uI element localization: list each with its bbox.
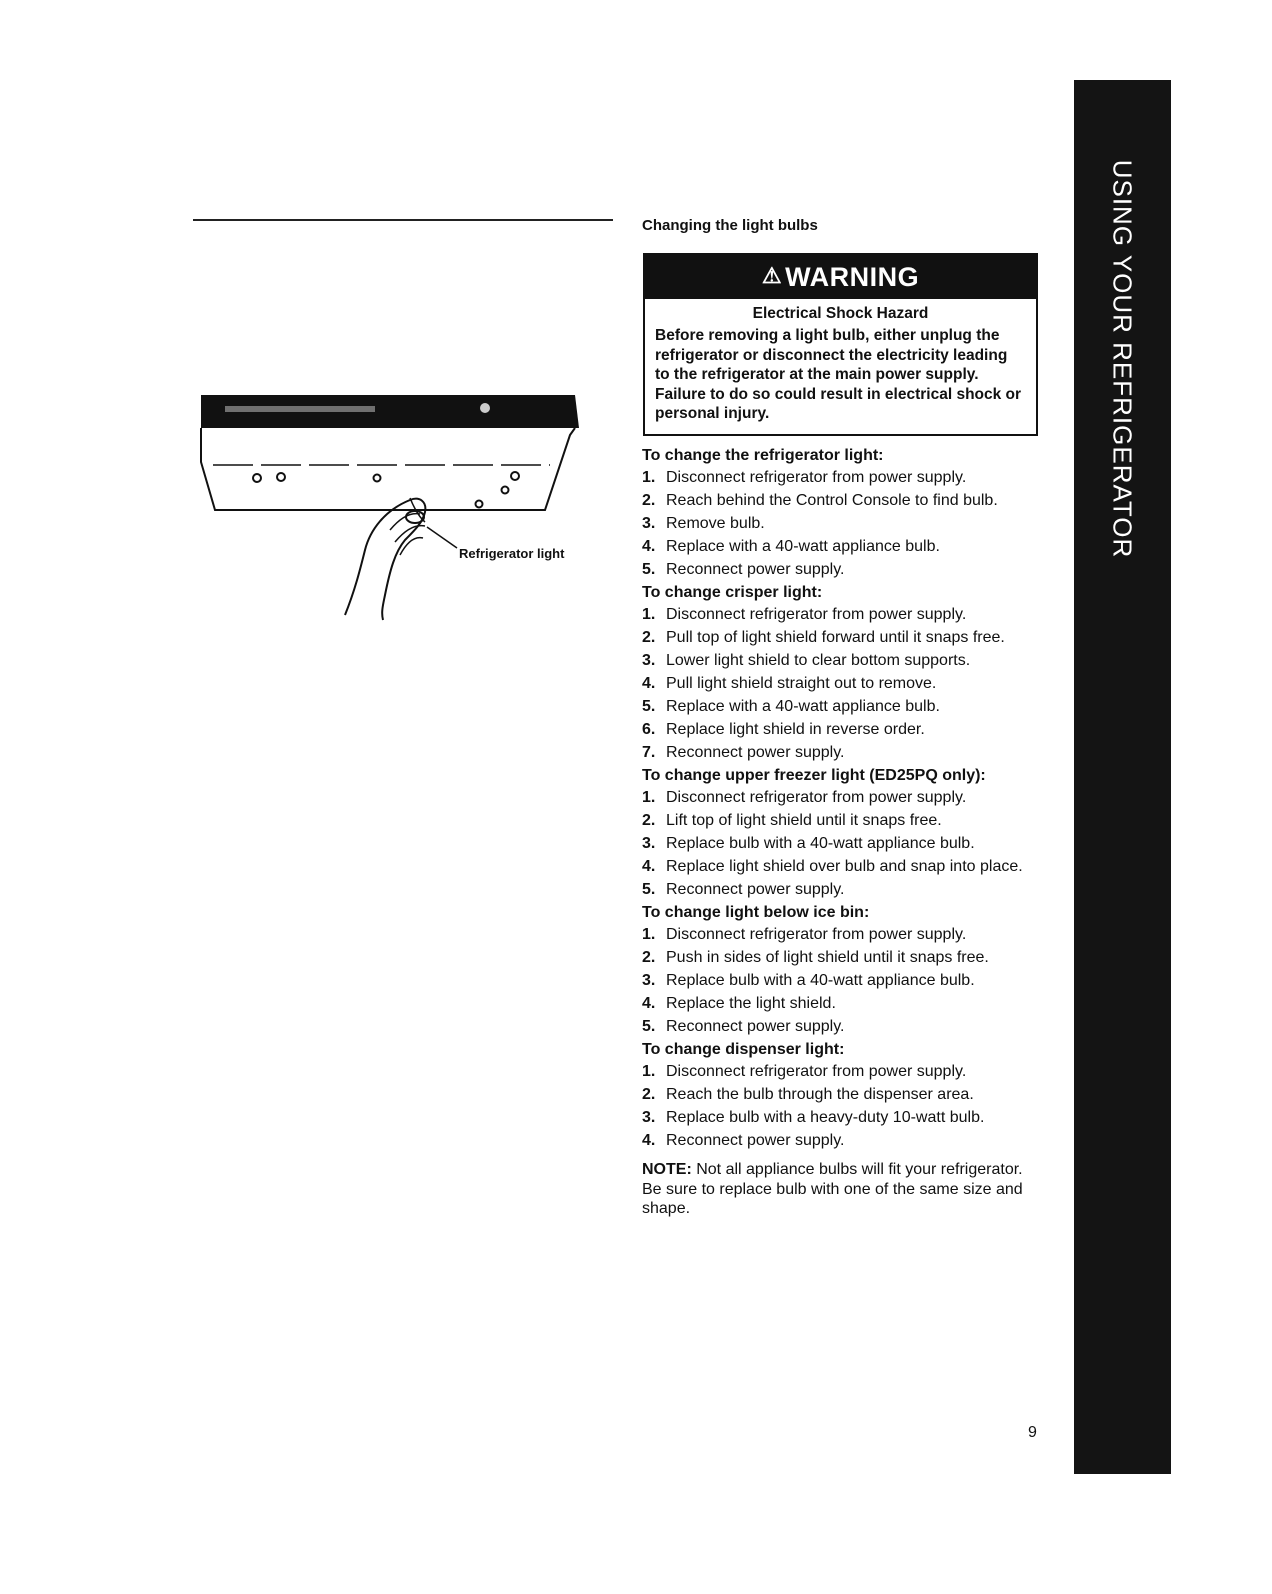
warning-subtitle: Electrical Shock Hazard	[752, 305, 929, 322]
step-item	[642, 834, 1042, 853]
step-item	[642, 697, 1042, 716]
step-number: 2.	[642, 629, 656, 646]
step-number: 4.	[642, 675, 656, 692]
step-text: Pull light shield straight out to remove.	[666, 675, 937, 692]
step-number: 2.	[642, 949, 656, 966]
step-number: 3.	[642, 835, 656, 852]
step-number: 1.	[642, 1063, 656, 1080]
step-item	[642, 743, 1042, 762]
step-text: Remove bulb.	[666, 515, 765, 532]
refrigerator-light-label: Refrigerator light	[459, 546, 565, 561]
step-text: Reconnect power supply.	[666, 561, 845, 578]
step-number: 6.	[642, 721, 656, 738]
step-number: 1.	[642, 926, 656, 943]
step-text: Replace bulb with a heavy-duty 10-watt bulb.	[666, 1109, 985, 1126]
step-item	[642, 1131, 1042, 1150]
step-item	[642, 674, 1042, 693]
step-item	[642, 971, 1042, 990]
step-text: Replace light shield in reverse order.	[666, 721, 925, 738]
step-number: 4.	[642, 1132, 656, 1149]
step-item	[642, 628, 1042, 647]
warning-header	[645, 255, 1036, 299]
step-text: Lower light shield to clear bottom supports.	[666, 652, 971, 669]
section-heading: To change upper freezer light (ED25PQ only):	[642, 767, 986, 784]
step-text: Pull top of light shield forward until it snaps free.	[666, 629, 1005, 646]
step-item	[642, 1062, 1042, 1081]
step-number: 4.	[642, 538, 656, 555]
step-item	[642, 788, 1042, 807]
step-item	[642, 994, 1042, 1013]
step-list	[642, 788, 1042, 899]
step-number: 4.	[642, 995, 656, 1012]
section-title: Changing the light bulbs	[642, 217, 818, 234]
step-number: 1.	[642, 606, 656, 623]
section-divider-rule	[193, 219, 613, 221]
step-number: 5.	[642, 698, 656, 715]
step-text: Replace light shield over bulb and snap into place.	[666, 858, 1023, 875]
step-text: Reconnect power supply.	[666, 881, 845, 898]
step-number: 1.	[642, 789, 656, 806]
step-list	[642, 925, 1042, 1036]
step-number: 3.	[642, 972, 656, 989]
step-item	[642, 605, 1042, 624]
refrigerator-light-illustration	[195, 390, 615, 630]
step-item	[642, 925, 1042, 944]
step-item	[642, 537, 1042, 556]
step-text: Reach behind the Control Console to find bulb.	[666, 492, 998, 509]
step-text: Disconnect refrigerator from power supply.	[666, 606, 967, 623]
step-text: Disconnect refrigerator from power supply.	[666, 789, 967, 806]
step-list	[642, 1062, 1042, 1150]
step-item	[642, 948, 1042, 967]
step-text: Push in sides of light shield until it snaps free.	[666, 949, 989, 966]
step-text: Replace the light shield.	[666, 995, 836, 1012]
step-text: Disconnect refrigerator from power supply.	[666, 926, 967, 943]
step-item	[642, 720, 1042, 739]
step-item	[642, 880, 1042, 899]
step-text: Disconnect refrigerator from power supply.	[666, 469, 967, 486]
step-number: 7.	[642, 744, 656, 761]
step-number: 5.	[642, 881, 656, 898]
step-text: Replace with a 40-watt appliance bulb.	[666, 538, 940, 555]
step-number: 2.	[642, 1086, 656, 1103]
warning-triangle-icon: ⚠	[761, 263, 783, 288]
instructions-content	[642, 447, 1042, 1219]
step-text: Reach the bulb through the dispenser area.	[666, 1086, 974, 1103]
step-list	[642, 468, 1042, 579]
step-item	[642, 514, 1042, 533]
step-item	[642, 560, 1042, 579]
step-text: Replace bulb with a 40-watt appliance bulb.	[666, 972, 975, 989]
warning-header-text: WARNING	[785, 261, 920, 292]
step-number: 2.	[642, 812, 656, 829]
step-item	[642, 1085, 1042, 1104]
step-number: 3.	[642, 515, 656, 532]
section-heading: To change crisper light:	[642, 584, 823, 601]
step-number: 5.	[642, 561, 656, 578]
step-item	[642, 1017, 1042, 1036]
step-number: 3.	[642, 1109, 656, 1126]
note-label: NOTE:	[642, 1161, 692, 1178]
warning-box	[643, 253, 1038, 436]
step-number: 2.	[642, 492, 656, 509]
section-heading: To change the refrigerator light:	[642, 447, 884, 464]
step-text: Reconnect power supply.	[666, 1132, 845, 1149]
step-number: 3.	[642, 652, 656, 669]
step-item	[642, 651, 1042, 670]
side-tab-label: USING YOUR REFRIGERATOR	[1107, 159, 1138, 559]
step-text: Reconnect power supply.	[666, 744, 845, 761]
step-number: 5.	[642, 1018, 656, 1035]
step-item	[642, 468, 1042, 487]
step-text: Disconnect refrigerator from power supply.	[666, 1063, 967, 1080]
step-text: Lift top of light shield until it snaps free.	[666, 812, 942, 829]
step-text: Replace bulb with a 40-watt appliance bulb.	[666, 835, 975, 852]
step-list	[642, 605, 1042, 762]
step-text: Replace with a 40-watt appliance bulb.	[666, 698, 940, 715]
section-heading: To change dispenser light:	[642, 1041, 845, 1058]
step-item	[642, 811, 1042, 830]
step-text: Reconnect power supply.	[666, 1018, 845, 1035]
step-number: 1.	[642, 469, 656, 486]
note-text: Not all appliance bulbs will fit your refrigerator. Be sure to replace bulb with one of the same size and shape.	[642, 1161, 1023, 1217]
step-number: 4.	[642, 858, 656, 875]
section-heading: To change light below ice bin:	[642, 904, 870, 921]
step-item	[642, 491, 1042, 510]
warning-body: Before removing a light bulb, either unplug the refrigerator or disconnect the electricity leading to the refrigerator at the main power supply. Failure to do so could result in electrical shock or personal injury.	[655, 327, 1022, 422]
note-paragraph	[642, 1160, 1042, 1219]
page-number: 9	[1028, 1424, 1037, 1441]
step-item	[642, 857, 1042, 876]
step-item	[642, 1108, 1042, 1127]
